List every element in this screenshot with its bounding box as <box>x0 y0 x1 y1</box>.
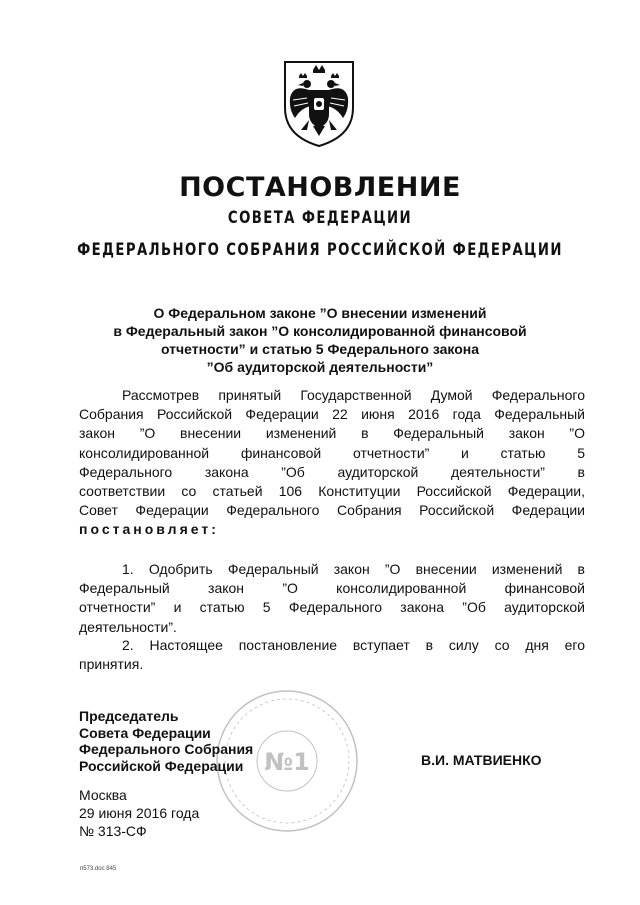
place-date-number <box>79 786 199 840</box>
signatory-name: В.И. МАТВИЕНКО <box>421 752 542 768</box>
text-line: принятия. <box>79 656 144 673</box>
position-line: Федерального Собрания <box>79 741 254 757</box>
position-line: Российской Федерации <box>79 757 244 774</box>
signatory-position <box>79 708 253 774</box>
text-line: Собрания Российской Федерации 22 июня 2016 года Федеральный <box>79 406 585 423</box>
issuing-body-line-2: ФЕДЕРАЛЬНОГО СОБРАНИЯ РОССИЙСКОЙ ФЕДЕРАЦИИ <box>77 240 563 260</box>
item-2-paragraph <box>79 636 585 674</box>
date: 29 июня 2016 года <box>79 805 200 821</box>
heading-line: О Федеральном законе ”О внесении изменений <box>153 305 487 321</box>
text-line: закон ”О внесении изменений в Федеральный закон ”О <box>79 425 585 442</box>
text-line: Совет Федерации Федерального Собрания Российской Федерации <box>79 502 585 519</box>
text-line: отчетности” и статью 5 Федерального закона ”Об аудиторской <box>79 599 585 616</box>
issuing-body-line-1: СОВЕТА ФЕДЕРАЦИИ <box>227 208 413 228</box>
text-line: консолидированной финансовой отчетности” и статью 5 <box>79 444 585 461</box>
resolves-word: постановляет: <box>79 521 219 538</box>
document-type-title: ПОСТАНОВЛЕНИЕ <box>179 172 461 203</box>
stamp-number: №1 <box>264 748 310 776</box>
text-line: Рассмотрев принятый Государственной Думой Федерального <box>122 387 585 403</box>
item-1-paragraph <box>79 560 585 637</box>
heading-line: в Федеральный закон ”О консолидированной финансовой <box>113 323 527 339</box>
text-line: Федеральный закон ”О консолидированной финансовой <box>79 580 585 597</box>
document-reference: п573.doc 845 <box>80 866 117 872</box>
heading-line: ”Об аудиторской деятельности” <box>206 359 434 375</box>
text-line: Федерального закона ”Об аудиторской деятельности” в <box>79 463 585 480</box>
text-line: 2. Настоящее постановление вступает в силу со дня его <box>122 637 585 653</box>
preamble-paragraph <box>79 386 585 540</box>
position-line: Председатель <box>79 708 179 724</box>
heading-line: отчетности” и статью 5 Федерального закона <box>160 341 480 357</box>
coat-of-arms-icon <box>279 58 359 148</box>
resolution-number: № 313-СФ <box>79 823 147 839</box>
text-line: соответствии со статьей 106 Конституции Российской Федерации, <box>79 482 585 499</box>
city: Москва <box>79 787 127 803</box>
text-line: деятельности”. <box>79 618 177 635</box>
resolution-heading <box>80 304 560 376</box>
position-line: Совета Федерации <box>79 724 211 741</box>
text-line: 1. Одобрить Федеральный закон ”О внесении изменений в <box>122 561 585 577</box>
